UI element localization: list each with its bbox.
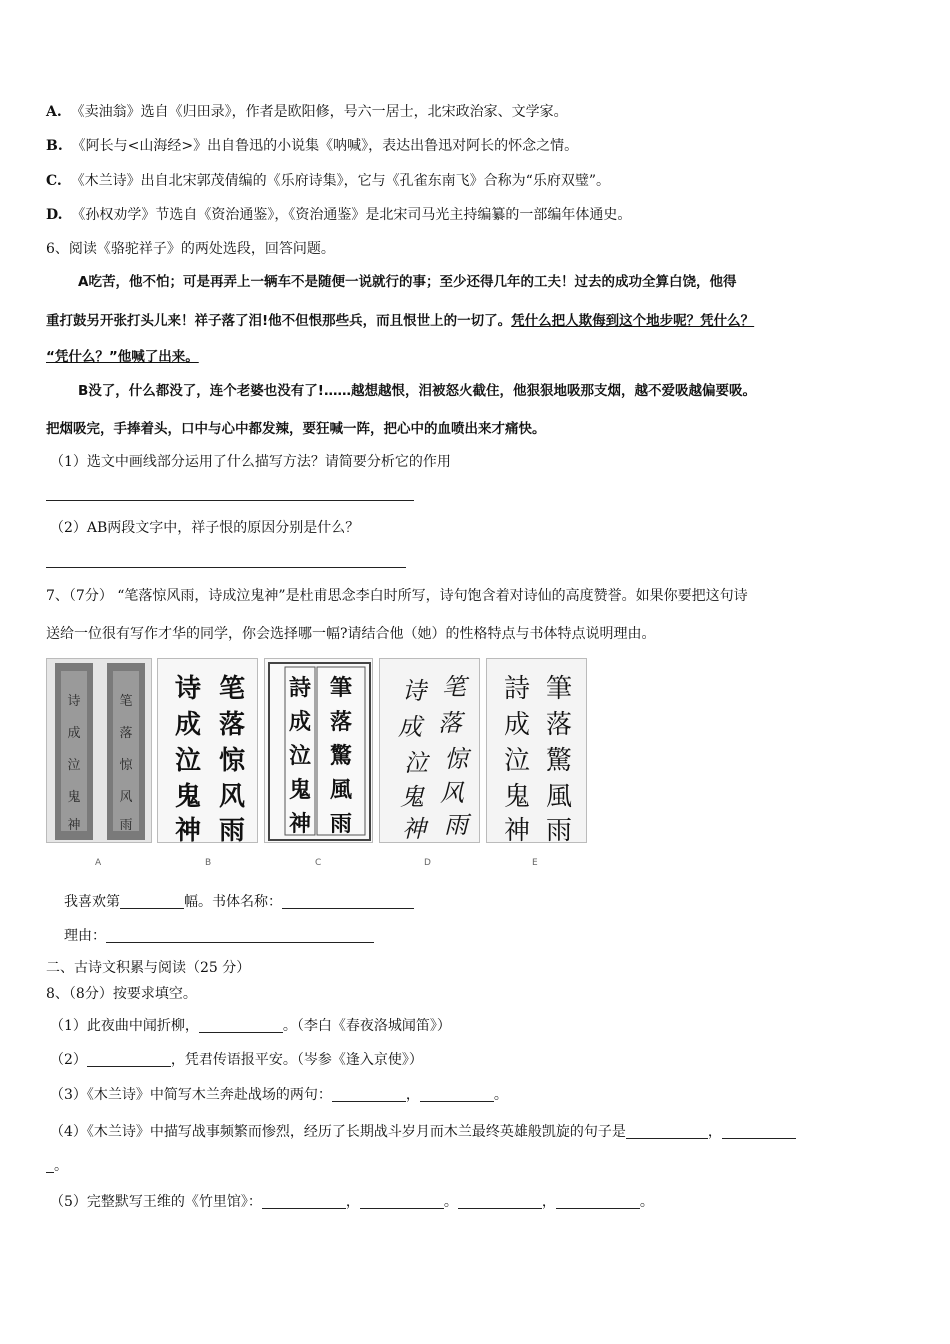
calligraphy-d-char: 泣 [404,749,428,777]
calligraphy-e-char: 驚 [545,746,573,776]
calligraphy-c-char: 泣 [288,744,312,769]
q6-passage-b-line1: B没了，什么都没了，连个老婆也没有了!……越想越恨，泪被怒火截住，他狠狠地吸那支烟，越不爱吸越偏要吸。 [78,383,756,399]
q8-s5-blank-2[interactable] [360,1193,444,1209]
q8-s5-prefix: （5）完整默写王维的《竹里馆》： [50,1194,262,1210]
calligraphy-a-char: 惊 [119,758,133,773]
calligraphy-d-char: 惊 [444,745,468,773]
q8-s2-suffix: ，凭君传语报平安。（岑参《逢入京使》） [170,1052,423,1068]
q7-like-prefix: 我喜欢第 [64,894,120,910]
calligraphy-c-char: 風 [329,778,353,803]
calligraphy-image-b [157,658,258,843]
calligraphy-d-char: 风 [440,779,464,807]
q6-passage-a-line2 [46,311,754,331]
option-c-label: C. [46,173,62,189]
calligraphy-c-char: 雨 [329,812,353,837]
q8-s4 [50,1122,796,1142]
q8-s3 [50,1085,508,1105]
calligraphy-e-char: 神 [503,816,531,844]
q6-title: 6、阅读《骆驼祥子》的两处选段，回答问题。 [46,241,335,257]
q8-s4-blank-1[interactable] [626,1123,708,1139]
q8-s4-period: 。 [54,1158,68,1174]
q7-like-mid: 幅。书体名称： [184,894,282,910]
calligraphy-a-char: 鬼 [67,790,81,805]
calligraphy-a-char: 风 [119,790,133,805]
q7-reason-label: 理由： [64,928,106,944]
option-b-label: B. [46,138,63,154]
calligraphy-b-char: 神 [174,816,202,844]
q6-underlined-text-2: “凭什么？”他喊了出来。 [46,349,199,365]
calligraphy-b-char: 成 [174,710,202,740]
calligraphy-e-char: 落 [545,710,573,740]
calligraphy-a-char: 诗 [67,694,81,709]
q8-s2-prefix: （2） [50,1052,87,1068]
calligraphy-a-char: 泣 [67,758,81,773]
q6-passage-a-line2-plain: 重打鼓另开张打头儿来！祥子落了泪!他不但恨那些兵，而且恨世上的一切了。 [46,313,512,329]
q6-passage-a-line1: A吃苦，他不怕；可是再弄上一辆车不是随便一说就行的事；至少还得几年的工夫！过去的成功全算白饶，他得 [78,274,737,290]
option-c-text: 《木兰诗》出自北宋郭茂倩编的《乐府诗集》，它与《孔雀东南飞》合称为“乐府双璧”。 [70,173,610,189]
calligraphy-e-char: 雨 [545,816,573,844]
q7-choice-blank[interactable] [120,893,184,909]
calligraphy-e-char: 風 [545,782,573,812]
q8-s5-comma-2: ， [541,1194,556,1210]
calligraphy-image-a [46,658,152,843]
caption-e: E [532,858,538,868]
calligraphy-a-char: 笔 [119,694,133,709]
calligraphy-c-char: 落 [329,710,353,735]
q8-s5-blank-3[interactable] [458,1193,542,1209]
q8-s1-suffix: 。（李白《春夜洛城闻笛》） [282,1018,451,1034]
calligraphy-e-char: 詩 [503,674,531,704]
calligraphy-b-char: 风 [218,782,246,812]
q7-choice-row [64,892,414,912]
q8-s3-period: 。 [493,1087,508,1103]
q8-title: 8、（8分）按要求填空。 [46,986,197,1002]
q8-s1-prefix: （1）此夜曲中闻折柳， [50,1018,199,1034]
calligraphy-a-char: 落 [119,726,133,741]
q6-underlined-text-1: 凭什么把人欺侮到这个地步呢？凭什么？ [511,313,755,329]
q7-line2: 送给一位很有写作才华的同学，你会选择哪一幅?请结合他（她）的性格特点与书体特点说明理由。 [46,626,656,642]
calligraphy-e-char: 泣 [503,746,531,776]
calligraphy-c-char: 神 [288,812,312,837]
calligraphy-c-char: 筆 [329,676,353,701]
calligraphy-b-char: 惊 [218,746,246,776]
calligraphy-a-char: 神 [67,818,81,833]
calligraphy-c-char: 驚 [329,744,353,769]
calligraphy-c-char: 鬼 [288,778,312,803]
calligraphy-d-char: 鬼 [400,783,424,811]
q8-s3-blank-2[interactable] [420,1086,494,1102]
calligraphy-e-char: 成 [503,710,531,740]
q7-reason-blank[interactable] [106,927,374,943]
calligraphy-e-char: 筆 [545,674,573,704]
calligraphy-b-char: 笔 [218,674,246,704]
calligraphy-e-char: 鬼 [503,782,531,812]
q8-s5-period-2: 。 [639,1194,654,1210]
option-d-label: D. [46,207,63,223]
caption-a: A [95,858,102,868]
q7-line1: 7、（7分） “笔落惊风雨，诗成泣鬼神”是杜甫思念李白时所写，诗句饱含着对诗仙的高度赞誉。如果你要把这句诗 [46,588,748,604]
q8-s4-text: （4）《木兰诗》中描写战事频繁而惨烈，经历了长期战斗岁月而木兰最终英雄般凯旋的句子是 [50,1124,626,1140]
q6-sub2: （2）AB两段文字中，祥子恨的原因分别是什么？ [50,520,360,536]
q8-s1 [50,1016,451,1036]
q6-sub2-answer-line[interactable] [46,567,406,568]
calligraphy-d-char: 神 [402,815,426,843]
q8-s4-blank-2[interactable] [722,1123,796,1139]
calligraphy-b-char: 雨 [218,816,246,844]
calligraphy-d-char: 诗 [402,677,426,705]
option-a-text: 《卖油翁》选自《归田录》，作者是欧阳修，号六一居士，北宋政治家、文学家。 [70,104,568,120]
q8-s4-blank-2-cont[interactable] [46,1157,54,1173]
calligraphy-d-char: 笔 [442,673,466,701]
calligraphy-image-e [486,658,587,843]
option-b [46,136,578,156]
q8-s2 [50,1050,423,1070]
q8-s5-comma-1: ， [345,1194,360,1210]
q8-s4-comma: ， [707,1124,722,1140]
calligraphy-a-char: 成 [67,726,81,741]
caption-d: D [424,858,431,868]
q6-passage-b-line2: 把烟吸完，手捧着头，口中与心中都发辣，要狂喊一阵，把心中的血喷出来才痛快。 [46,421,546,437]
q8-s3-prefix: （3）《木兰诗》中简写木兰奔赴战场的两句： [50,1087,332,1103]
q8-s2-blank[interactable] [87,1051,171,1067]
calligraphy-image-c [264,658,373,843]
calligraphy-a-char: 雨 [119,818,133,833]
option-a-label: A. [46,104,62,120]
calligraphy-b-char: 鬼 [174,782,202,812]
calligraphy-b-char: 泣 [174,746,202,776]
calligraphy-d-char: 雨 [444,811,468,839]
q7-reason-row [64,926,374,946]
q8-s3-comma: ， [405,1087,420,1103]
q7-script-name-blank[interactable] [282,893,414,909]
option-d-text: 《孙权劝学》节选自《资治通鉴》，《资治通鉴》是北宋司马光主持编纂的一部编年体通史。 [71,207,632,223]
calligraphy-b-char: 诗 [174,674,202,704]
calligraphy-d-char: 落 [438,709,462,737]
caption-c: C [315,858,322,868]
q8-s5 [50,1192,654,1212]
calligraphy-b-char: 落 [218,710,246,740]
q8-s1-blank[interactable] [199,1017,283,1033]
q6-sub1: （1）选文中画线部分运用了什么描写方法？请简要分析它的作用 [50,454,451,470]
option-d [46,205,631,225]
q8-s3-blank-1[interactable] [332,1086,406,1102]
q6-sub1-answer-line[interactable] [46,500,414,501]
q8-s5-blank-4[interactable] [556,1193,640,1209]
calligraphy-image-d [379,658,480,843]
calligraphy-d-char: 成 [398,713,422,741]
q8-s4-cont [46,1156,68,1176]
option-a [46,102,568,122]
section2-title: 二、古诗文积累与阅读（25 分） [46,960,251,976]
calligraphy-c-char: 詩 [288,676,312,701]
caption-b: B [205,858,212,868]
q8-s5-blank-1[interactable] [262,1193,346,1209]
option-b-text: 《阿长与<山海经>》出自鲁迅的小说集《呐喊》，表达出鲁迅对阿长的怀念之情。 [71,138,579,154]
q8-s5-period-1: 。 [443,1194,458,1210]
calligraphy-c-char: 成 [288,710,312,735]
option-c [46,171,610,191]
